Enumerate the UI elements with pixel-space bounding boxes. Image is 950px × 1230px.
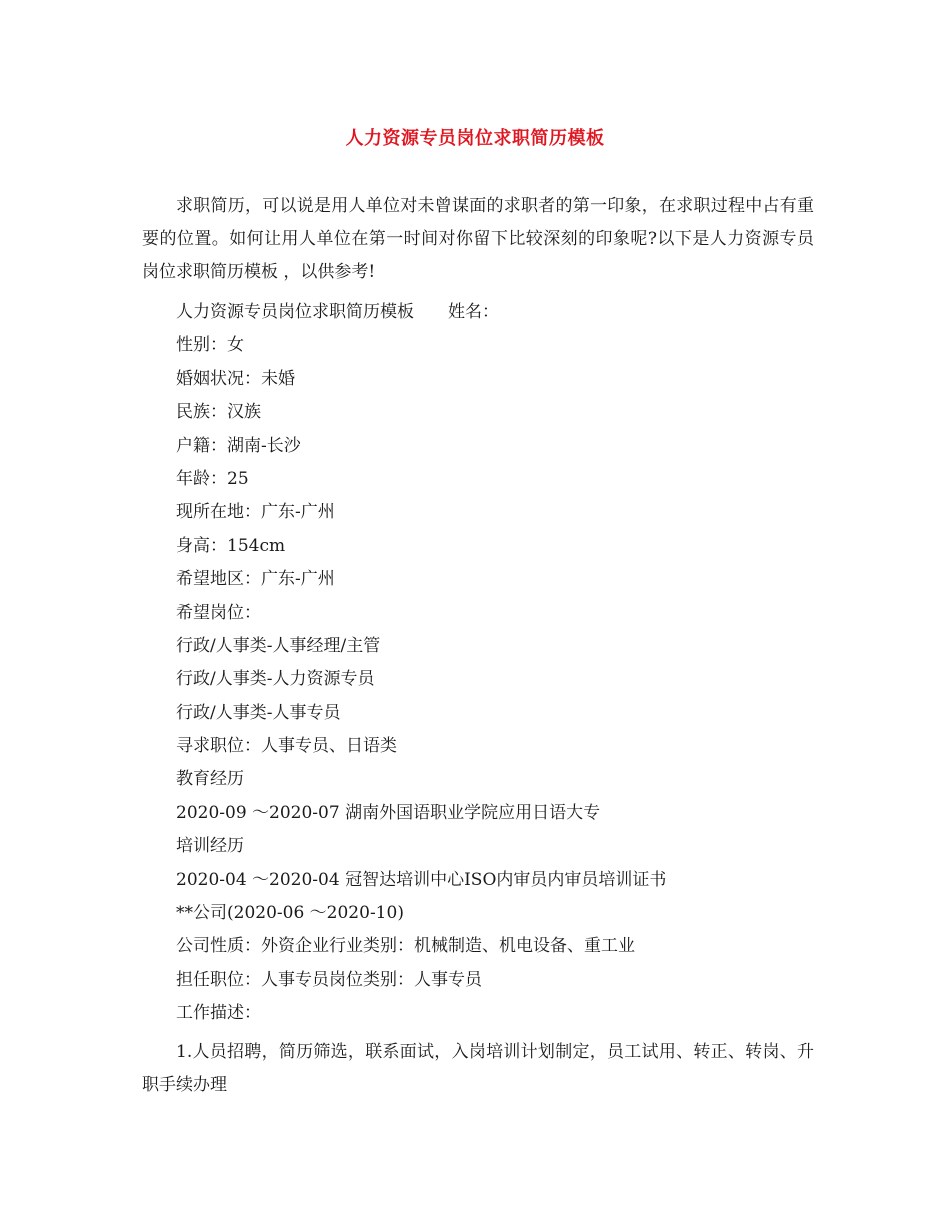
line-hukou: 户籍：湖南-长沙 <box>176 435 301 456</box>
line-marital-status: 婚姻状况：未婚 <box>176 368 295 389</box>
line-education-entry: 2020-09 ～2020-07 湖南外国语职业学院应用日语大专 <box>176 802 601 823</box>
resume-header-left: 人力资源专员岗位求职简历模板 <box>176 302 414 322</box>
line-height: 身高：154cm <box>176 535 286 556</box>
line-position-option: 行政/人事类-人力资源专员 <box>176 669 375 690</box>
section-education: 教育经历 <box>176 769 244 790</box>
job-description-item: 1.人员招聘，简历筛选，联系面试，入岗培训计划制定，员工试用、转正、转岗、升职手续办理 <box>142 1042 814 1095</box>
line-job-description-label: 工作描述： <box>176 1003 261 1024</box>
document-title: 人力资源专员岗位求职简历模板 <box>345 128 605 149</box>
line-age: 年龄：25 <box>176 468 249 489</box>
line-position-option: 行政/人事类-人事专员 <box>176 702 341 723</box>
resume-header-line <box>142 296 822 329</box>
line-seeking-position: 寻求职位：人事专员、日语类 <box>176 736 397 757</box>
line-desired-position: 希望岗位： <box>176 602 261 623</box>
line-company: **公司(2020-06 ～2020-10) <box>176 903 404 924</box>
line-training-entry: 2020-04 ～2020-04 冠智达培训中心ISO内审员内审员培训证书 <box>176 869 667 890</box>
line-job-title: 担任职位：人事专员岗位类别：人事专员 <box>176 969 482 990</box>
intro-paragraph: 求职简历，可以说是用人单位对未曾谋面的求职者的第一印象，在求职过程中占有重要的位置。如何让用人单位在第一时间对你留下比较深刻的印象呢?以下是人力资源专员岗位求职简历模板 ，以供参考! <box>142 196 814 282</box>
line-current-location: 现所在地：广东-广州 <box>176 502 335 523</box>
line-desired-region: 希望地区：广东-广州 <box>176 569 335 590</box>
line-ethnicity: 民族：汉族 <box>176 402 261 423</box>
resume-lines <box>142 296 822 1031</box>
line-company-nature: 公司性质：外资企业行业类别：机械制造、机电设备、重工业 <box>176 936 635 957</box>
resume-header-right: 姓名： <box>448 302 499 322</box>
section-training: 培训经历 <box>176 836 244 857</box>
line-gender: 性别：女 <box>176 335 244 356</box>
line-position-option: 行政/人事类-人事经理/主管 <box>176 635 381 656</box>
